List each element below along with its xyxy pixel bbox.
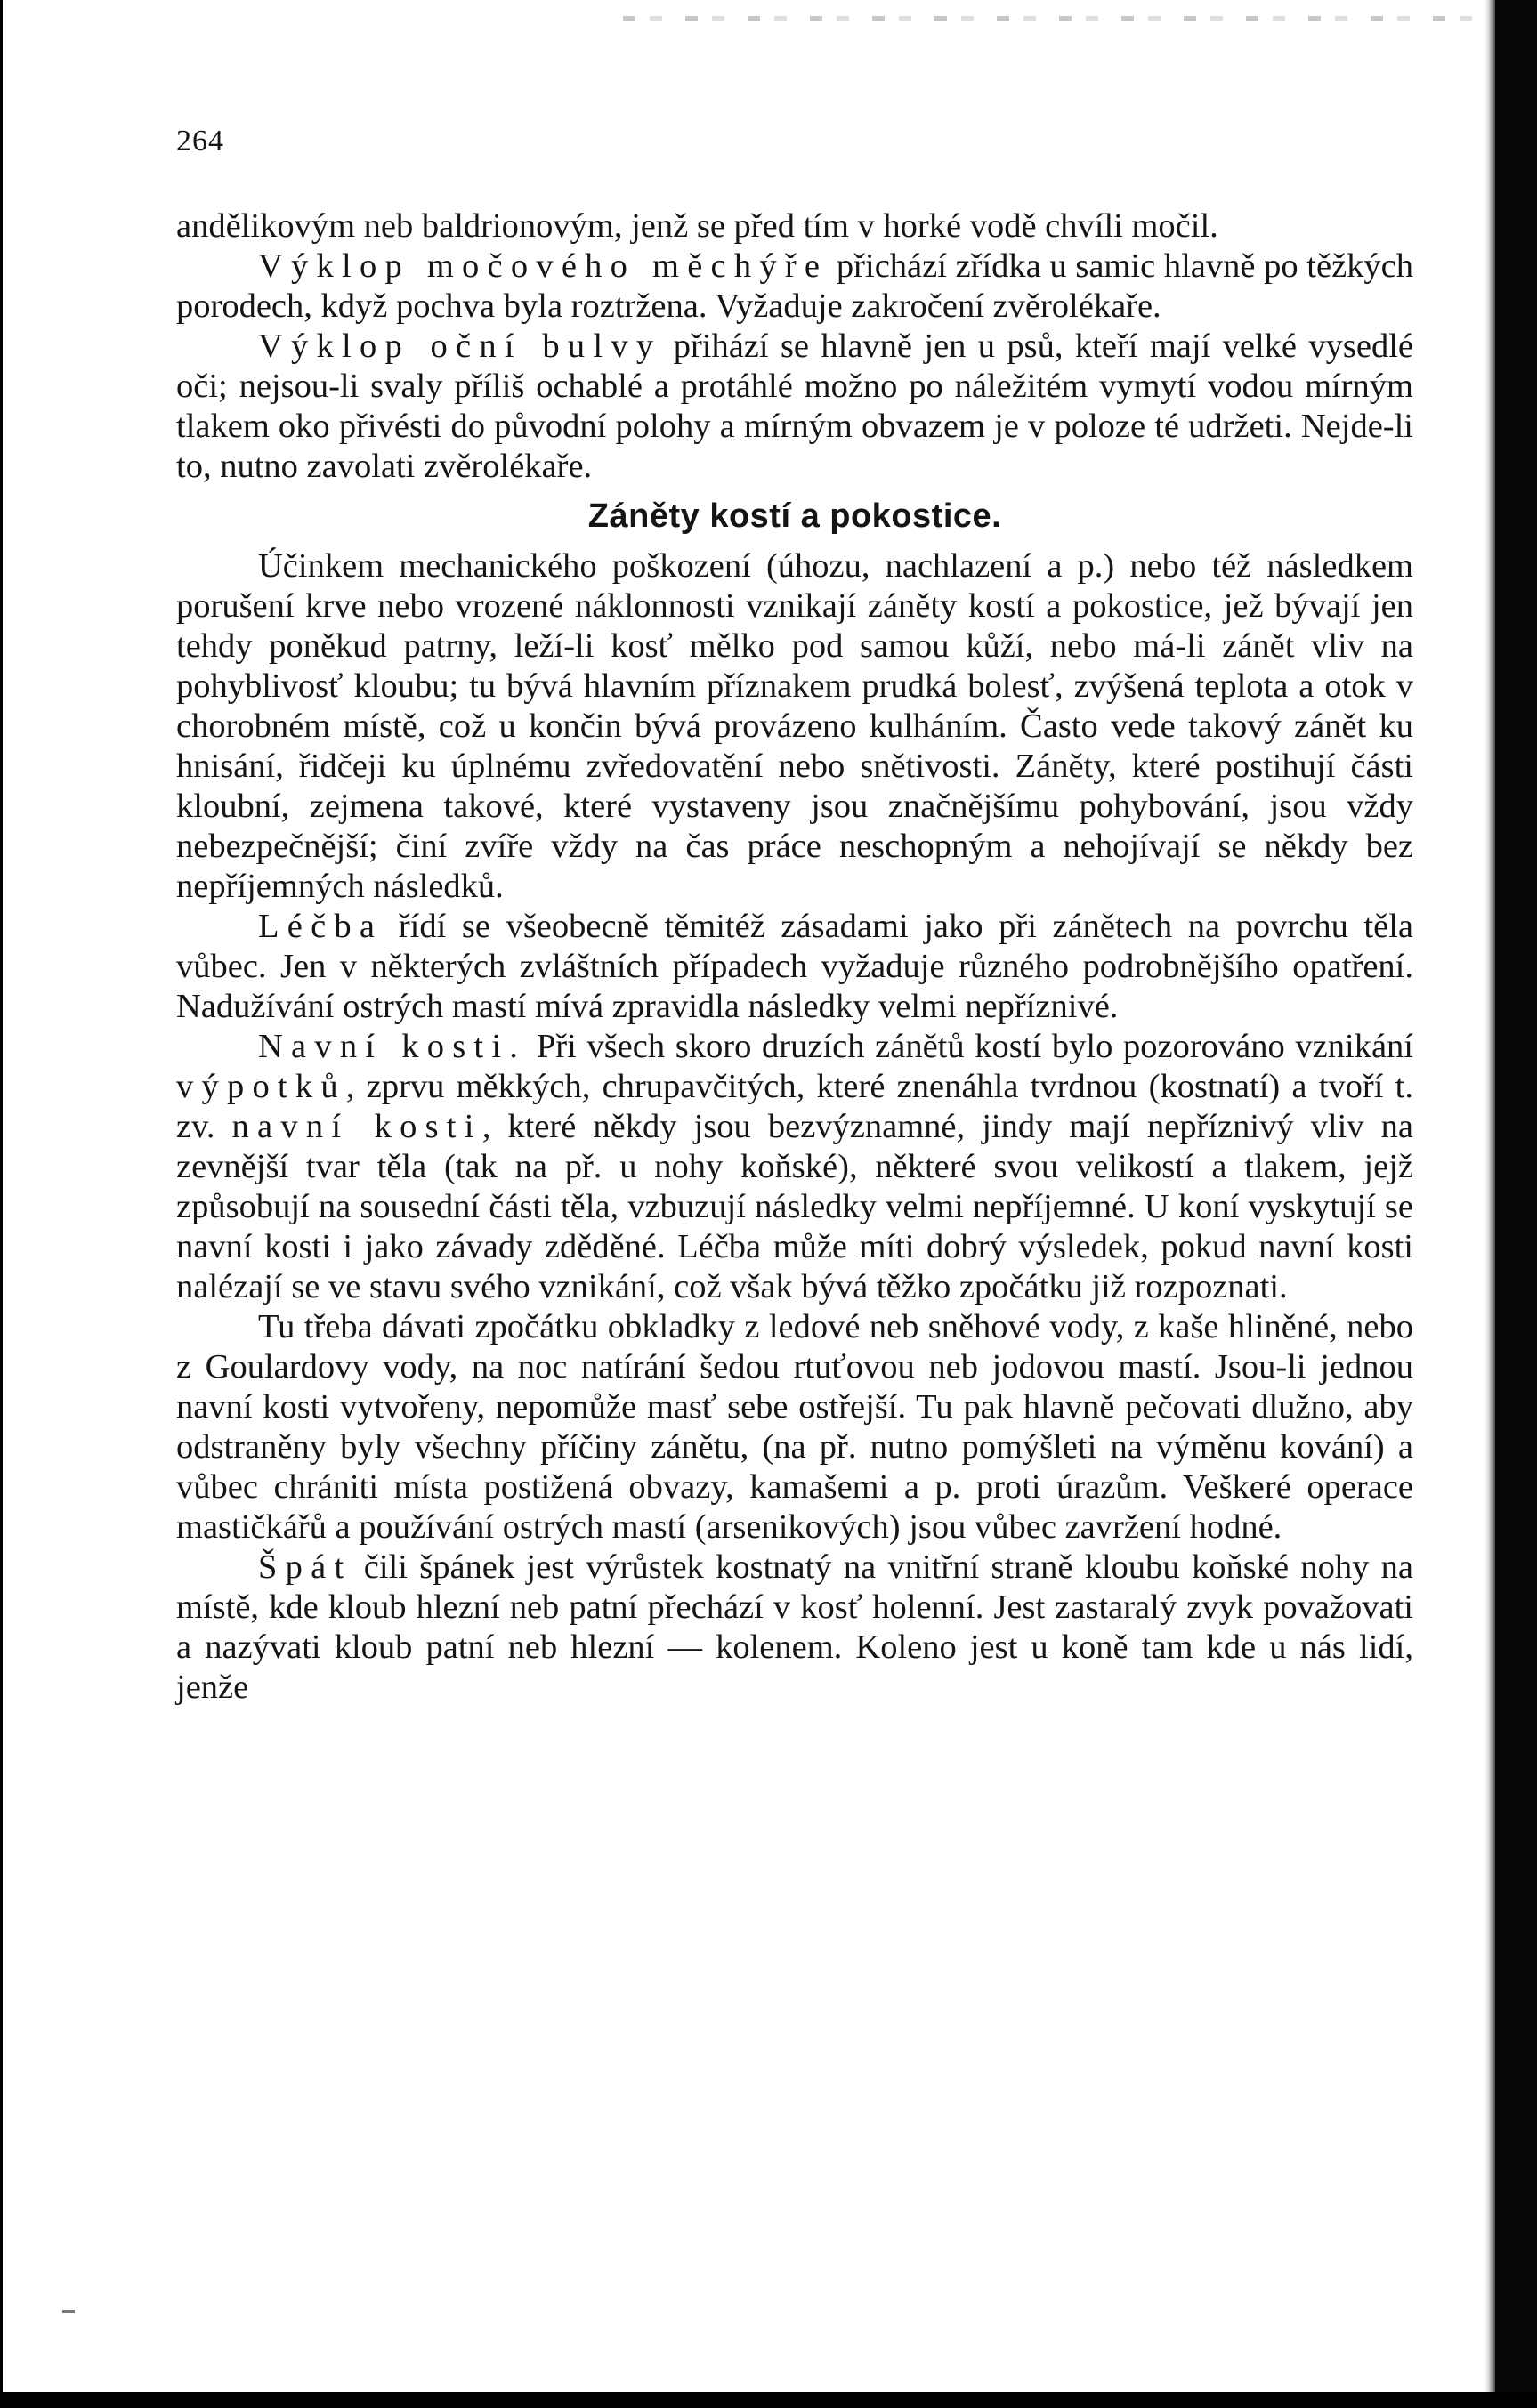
paragraph: Léčba řídí se všeobecně těmitéž zásadami jako při zánětech na povrchu těla vůbec. Jen v některých zvláštních případech vyžaduje různého podrobnějšího opatření. Nadužívání ostrých mastí mívá zpravidla následky velmi nepříznivé. [176, 908, 1413, 1025]
body-text [176, 206, 1413, 1708]
page-number: 264 [176, 125, 224, 158]
spaced-lead: Výklop močového měchýře [258, 247, 829, 285]
spaced-lead: Navní kosti. [258, 1028, 527, 1065]
spaced-lead: Špát [258, 1548, 352, 1586]
paragraph: Účinkem mechanického poškození (úhozu, nachlazení a p.) nebo též následkem porušení krve nebo vrozené náklonnosti vznikají záněty kostí a pokostice, jež bývají jen tehdy poněkud patrny, leží-li kosť mělko pod samou kůží, nebo má-li zánět vliv na pohyblivosť kloubu; tu bývá hlavním příznakem prudká bolesť, zvýšená teplota a otok v chorobném místě, což u končin bývá provázeno kulháním. Často vede takový zánět ku hnisání, řidčeji ku úplnému zvředovatění nebo snětivosti. Záněty, které postihují části kloubní, zejmena takové, které vystaveny jsou značnějšímu pohybování, jsou vždy nebezpečnější; činí zvíře vždy na čas práce neschopným a nehojívají se někdy bez nepříjemných následků. [176, 547, 1413, 905]
scan-top-noise [623, 16, 1477, 21]
paragraph: Tu třeba dávati zpočátku obkladky z ledové neb sněhové vody, z kaše hliněné, nebo z Goulardovy vody, na noc natírání šedou rtuťovou neb jodovou mastí. Jsou-li jednou navní kosti vytvořeny, nepomůže masť sebe ostřejší. Tu pak hlavně pečovati dlužno, aby odstraněny byly všechny příčiny zánětu, (na př. nutno pomýšleti na výměnu kování) a vůbec chrániti místa postižená obvazy, kamašemi a p. proti úrazům. Veškeré operace mastičkářů a používání ostrých mastí (arsenikových) jsou vůbec zavržení hodné. [176, 1308, 1413, 1546]
paragraph: Výklop oční bulvy přihází se hlavně jen u psů, kteří mají velké vysedlé oči; nejsou-li svaly příliš ochablé a protáhlé možno po náležitém vymytí vodou mírným tlakem oko přivésti do původní polohy a mírným obvazem je v poloze té udržeti. Nejde-li to, nutno zavolati zvěrolékaře. [176, 327, 1413, 485]
scan-page-shadow [1484, 0, 1495, 2408]
spaced-term: navní kosti [231, 1108, 482, 1145]
scan-right-border [1495, 0, 1537, 2408]
scan-bottom-border [0, 2392, 1537, 2408]
paragraph: Výklop močového měchýře přichází zřídka u samic hlavně po těžkých porodech, když pochva byla roztržena. Vyžaduje zakročení zvěrolékaře. [176, 247, 1413, 325]
paragraph: Navní kosti. Při všech skoro druzích zánětů kostí bylo pozorováno vznikání výpotků, zprvu měkkých, chrupavčitých, které znenáhla tvrdnou (kostnatí) a tvoří t. zv. navní kosti, které někdy jsou bezvýznamné, jindy mají nepříznivý vliv na zevnější tvar těla (tak na př. u nohy koňské), některé svou velikostí a tlakem, jejž způsobují na sousední části těla, vzbuzují následky velmi nepříjemné. U koní vyskytují se navní kosti i jako závady zděděné. Léčba může míti dobrý výsledek, pokud navní kosti nalézají se ve stavu svého vznikání, což však bývá těžko zpočátku již rozpoznati. [176, 1028, 1414, 1305]
spaced-lead: Výklop oční bulvy [258, 327, 662, 365]
paragraph: andělikovým neb baldrionovým, jenž se před tím v horké vodě chvíli močil. [176, 207, 1218, 245]
spaced-term: výpotků [176, 1068, 346, 1105]
spaced-lead: Léčba [258, 908, 384, 945]
scan-left-edge [0, 0, 3, 2408]
paragraph: Špát čili špánek jest výrůstek kostnatý na vnitřní straně kloubu koňské nohy na místě, kde kloub hlezní neb patní přechází v kosť holenní. Jest zastaralý zvyk považovati a nazývati kloub patní neb hlezní — kolenem. Koleno jest u koně tam kde u nás lidí, jenže [176, 1548, 1413, 1706]
section-heading: Záněty kostí a pokostice. [587, 497, 1002, 535]
scan-margin-mark [62, 2310, 75, 2313]
